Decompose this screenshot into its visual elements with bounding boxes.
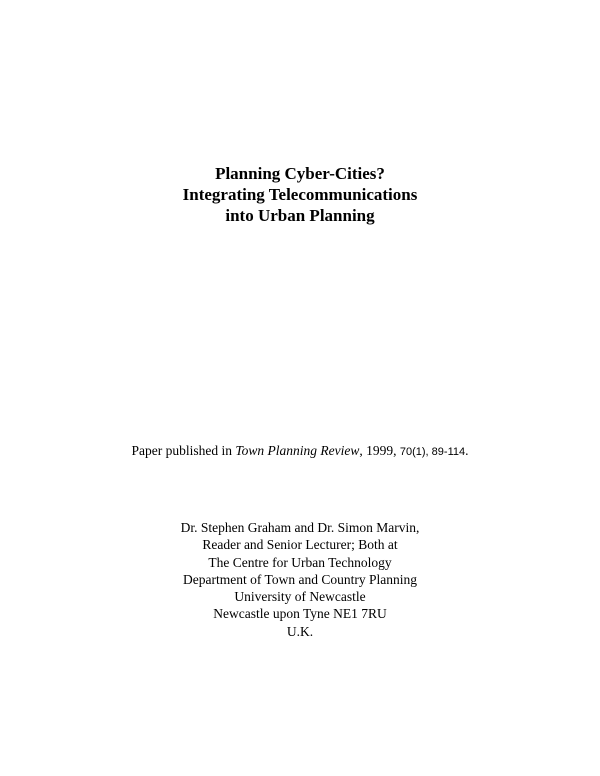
- publication-suffix: .: [465, 443, 469, 458]
- author-affiliation: [0, 519, 600, 640]
- title-line-3: into Urban Planning: [225, 206, 375, 225]
- author-line-1: Dr. Stephen Graham and Dr. Simon Marvin,: [180, 520, 420, 535]
- author-line-2: Reader and Senior Lecturer; Both at: [202, 537, 398, 553]
- author-line-5: University of Newcastle: [234, 589, 366, 605]
- author-line-4: Department of Town and Country Planning: [183, 571, 417, 587]
- title-line-1: Planning Cyber-Cities?: [215, 164, 385, 183]
- publication-prefix: Paper published in: [131, 443, 236, 458]
- volume-pages: 70(1), 89-114: [399, 446, 466, 458]
- journal-name: Town Planning Review: [235, 443, 360, 458]
- title-line-2: Integrating Telecommunications: [182, 185, 418, 204]
- publication-year: , 1999,: [359, 443, 400, 458]
- author-line-3: The Centre for Urban Technology: [208, 554, 392, 570]
- author-line-7: U.K.: [286, 623, 314, 639]
- paper-title: [0, 163, 600, 226]
- publication-note: [0, 443, 600, 460]
- author-line-6: Newcastle upon Tyne NE1 7RU: [213, 606, 387, 622]
